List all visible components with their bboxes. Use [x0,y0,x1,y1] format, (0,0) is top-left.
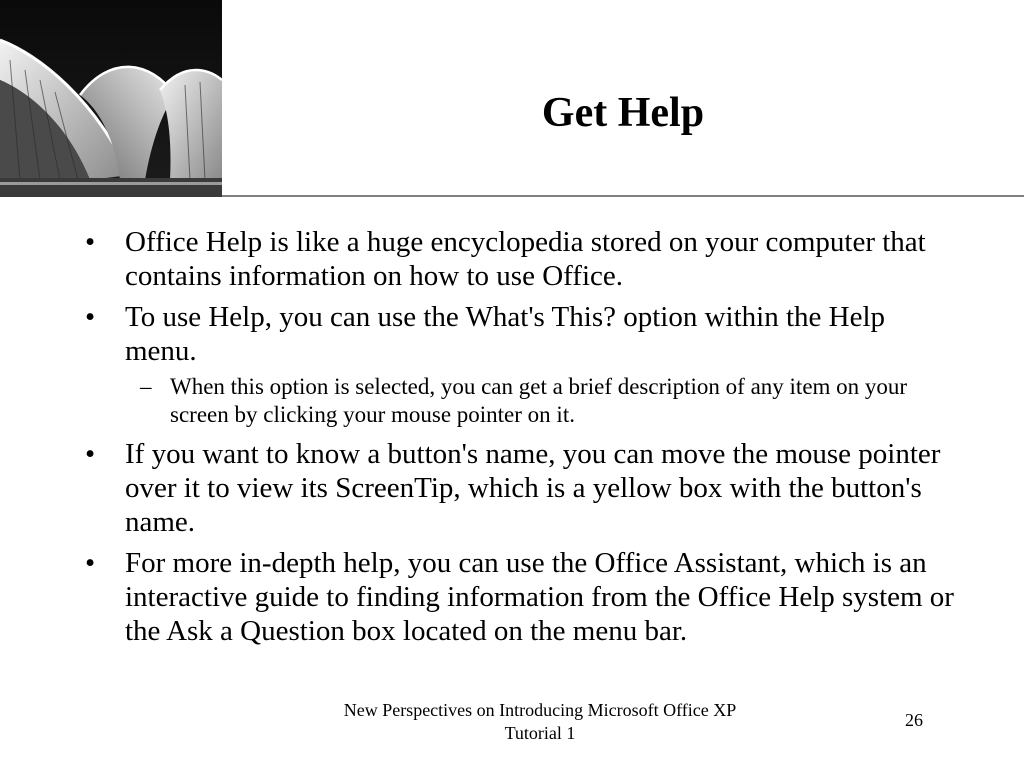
footer-line-1: New Perspectives on Introducing Microsoft Office XP [343,700,737,720]
bullet-item [85,225,955,293]
sub-bullet-text: When this option is selected, you can get a brief description of any item on your screen by clicking your mouse pointer on it. [170,374,908,427]
bullet-item [85,300,955,368]
slide-footer [290,699,790,745]
bullet-text: Office Help is like a huge encyclopedia stored on your computer that contains information on how to use Office. [125,226,926,292]
page-number: 26 [905,710,923,730]
slide-title: Get Help [541,90,705,136]
title-divider [222,195,1024,197]
opera-house-photo [0,0,222,197]
bullet-text: For more in-depth help, you can use the Office Assistant, which is an interactive guide to finding information from the Office Help system or the Ask a Question box located on the menu bar. [125,547,954,647]
bullet-text: To use Help, you can use the What's This? option within the Help menu. [125,301,886,367]
bullet-marker: • [85,438,96,470]
bullet-item [85,437,955,539]
sub-bullet-item [140,373,955,429]
bullet-list [85,225,955,655]
bullet-item [85,546,955,648]
bullet-marker: • [85,547,96,579]
bullet-marker: • [85,226,96,258]
footer-line-2: Tutorial 1 [504,723,576,743]
sub-bullet-marker: – [140,374,152,399]
bullet-text: If you want to know a button's name, you can move the mouse pointer over it to view its ScreenTip, which is a yellow box with the button's name. [125,438,941,538]
bullet-marker: • [85,301,96,333]
